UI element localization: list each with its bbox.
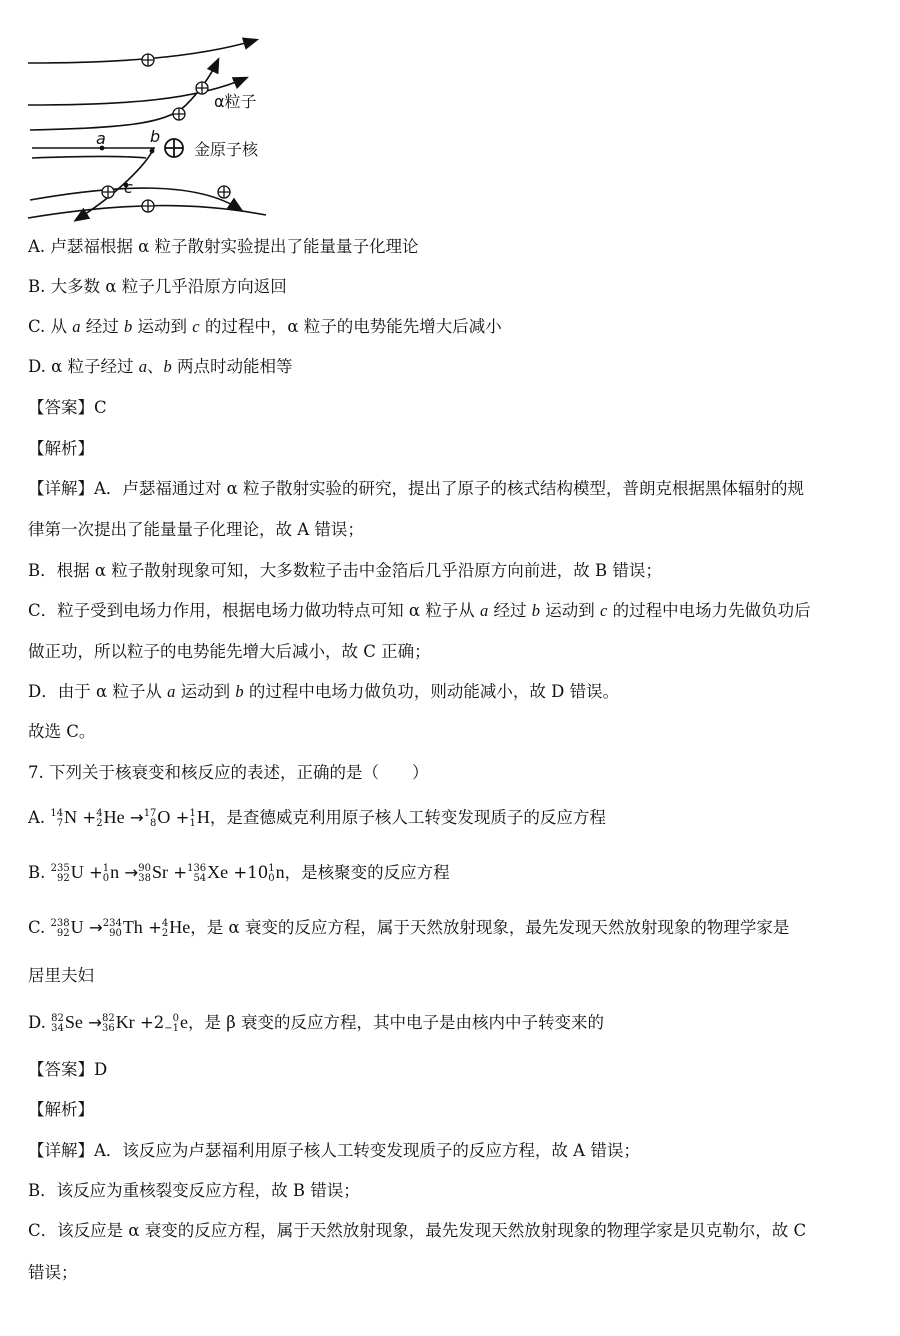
nuclide-mass-charge xyxy=(138,864,151,884)
text: 的过程中电场力做负功，则动能减小，故 D 错误。 xyxy=(243,682,620,701)
nuclide-mass-charge xyxy=(96,809,102,829)
q7-answer: 【答案】D xyxy=(28,1060,108,1079)
mass-number: 238 xyxy=(50,917,70,929)
text: 运动到 xyxy=(540,601,601,620)
var-b: b xyxy=(163,357,172,376)
label-c: c xyxy=(124,178,133,197)
q6-option-d xyxy=(28,356,293,378)
atomic-number: 38 xyxy=(138,872,151,884)
text: 两点时动能相等 xyxy=(171,357,293,376)
mass-number: 136 xyxy=(187,862,207,874)
element-symbol: O xyxy=(157,807,171,827)
mass-number: 4 xyxy=(161,917,169,929)
var-c: c xyxy=(192,317,200,336)
mass-number: 17 xyxy=(143,807,157,819)
operator: +10 xyxy=(233,863,269,882)
element-symbol: He xyxy=(103,807,125,827)
q6-detail-line-5: 做正功，所以粒子的电势能先增大后减小，故 C 正确； xyxy=(28,642,431,661)
text: C．粒子受到电场力作用，根据电场力做功特点可知 α 粒子从 xyxy=(28,601,481,620)
atomic-number: 1 xyxy=(189,817,196,829)
text: C. 从 xyxy=(28,317,73,336)
label-b: b xyxy=(150,127,161,146)
var-a: a xyxy=(167,682,176,701)
q6-option-a: A. 卢瑟福根据 α 粒子散射实验提出了能量量子化理论 xyxy=(28,237,419,256)
element-symbol: N xyxy=(64,807,78,827)
trajectory-5 xyxy=(32,157,146,159)
element-symbol: H xyxy=(196,807,210,827)
q6-detail-line-6 xyxy=(28,681,619,703)
mass-number: 0 xyxy=(172,1012,180,1024)
operator: +2 xyxy=(139,1013,165,1032)
text: 经过 xyxy=(80,317,125,336)
arrow-icon: → xyxy=(88,1013,102,1032)
q7-stem: 7. 下列关于核衰变和核反应的表述，正确的是（ ） xyxy=(28,763,429,782)
q7-detail-line-1: 【详解】A．该反应为卢瑟福利用原子核人工转变发现质子的反应方程，故 A 错误； xyxy=(28,1141,640,1160)
element-symbol: Th xyxy=(122,917,143,937)
mass-number: 14 xyxy=(50,807,64,819)
mass-number: 82 xyxy=(51,1012,64,1024)
atomic-number: 34 xyxy=(51,1022,64,1034)
text: 运动到 xyxy=(132,317,193,336)
option-label: D. xyxy=(28,1013,46,1032)
nuclide-mass-charge xyxy=(102,1014,115,1034)
q7-detail-line-2: B．该反应为重核裂变反应方程，故 B 错误； xyxy=(28,1181,360,1200)
element-symbol: Xe xyxy=(207,862,229,882)
mass-number: 1 xyxy=(102,862,110,874)
q7-detail-line-3: C．该反应是 α 衰变的反应方程，属于天然放射现象，最先发现天然放射现象的物理学家是贝克勒尔，故 C xyxy=(28,1221,807,1240)
text: D．由于 α 粒子从 xyxy=(28,682,168,701)
option-text: ，是查德威克利用原子核人工转变发现质子的反应方程 xyxy=(209,808,606,827)
arrow-icon: → xyxy=(129,808,144,827)
mass-number: 90 xyxy=(138,862,151,874)
nuclide-mass-charge xyxy=(103,919,122,939)
operator: + xyxy=(175,808,190,827)
element-symbol: Se xyxy=(64,1012,83,1032)
element-symbol: n xyxy=(275,862,285,882)
nuclide-mass-charge xyxy=(164,1014,179,1034)
nuclide-mass-charge xyxy=(162,919,168,939)
element-symbol: U xyxy=(70,862,84,882)
q7-detail-line-4: 错误； xyxy=(28,1263,78,1282)
element-symbol: Sr xyxy=(151,862,168,882)
operator: + xyxy=(82,808,97,827)
element-symbol: He xyxy=(169,917,191,937)
nuclide-mass-charge xyxy=(51,1014,64,1034)
atomic-number: 0 xyxy=(102,872,110,884)
var-a: a xyxy=(72,317,81,336)
label-alpha-particle: α粒子 xyxy=(214,92,257,111)
mass-number: 235 xyxy=(50,862,70,874)
nuclide-mass-charge xyxy=(50,809,63,829)
mass-number: 1 xyxy=(268,862,275,874)
operator: + xyxy=(88,863,103,882)
var-a: a xyxy=(138,357,148,376)
q7-option-d xyxy=(28,1011,604,1034)
nuclide-mass-charge xyxy=(144,809,157,829)
element-symbol: U xyxy=(70,917,84,937)
q6-option-b: B. 大多数 α 粒子几乎沿原方向返回 xyxy=(28,277,287,296)
atomic-number: 92 xyxy=(56,927,70,939)
atomic-number: 2 xyxy=(161,927,169,939)
element-symbol: Kr xyxy=(115,1012,135,1032)
atomic-number: 90 xyxy=(109,927,122,939)
nuclide-mass-charge xyxy=(51,919,70,939)
mass-number: 4 xyxy=(96,807,103,819)
text: 、 xyxy=(147,357,164,376)
var-b: b xyxy=(531,601,541,620)
option-text: ，是 α 衰变的反应方程，属于天然放射现象，最先发现天然放射现象的物理学家是 xyxy=(190,918,790,937)
nuclide-mass-charge xyxy=(187,864,206,884)
atomic-number: 8 xyxy=(150,817,157,829)
q6-detail-line-3: B．根据 α 粒子散射现象可知，大多数粒子击中金箔后几乎沿原方向前进，故 B 错误； xyxy=(28,561,662,580)
option-text: ，是核聚变的反应方程 xyxy=(284,863,450,882)
atomic-number: 92 xyxy=(56,872,70,884)
arrow-icon: → xyxy=(124,863,139,882)
q7-option-c-continued: 居里夫妇 xyxy=(28,966,94,985)
text: D. α 粒子经过 xyxy=(28,357,139,376)
var-b: b xyxy=(124,317,133,336)
atomic-number: 7 xyxy=(56,817,64,829)
atomic-number: 36 xyxy=(101,1022,115,1034)
option-label: A. xyxy=(28,808,46,827)
atomic-number: 54 xyxy=(193,872,207,884)
mass-number: 82 xyxy=(101,1012,115,1024)
option-label: C. xyxy=(28,918,46,937)
alpha-scattering-figure xyxy=(26,30,326,255)
q6-detail-line-7: 故选 C。 xyxy=(28,722,96,741)
text: 经过 xyxy=(488,601,532,620)
q7-option-c xyxy=(28,916,789,939)
atomic-number: 2 xyxy=(96,817,103,829)
mass-number: 1 xyxy=(189,807,196,819)
mass-number: 234 xyxy=(102,917,122,929)
nuclide-mass-charge xyxy=(51,864,70,884)
q6-answer: 【答案】C xyxy=(28,398,107,417)
text: 的过程中电场力先做负功后 xyxy=(607,601,811,620)
label-a: a xyxy=(96,129,106,148)
label-gold-nucleus: 金原子核 xyxy=(194,140,259,159)
q7-option-b xyxy=(28,861,450,884)
option-label: B. xyxy=(28,863,46,882)
q7-analysis-label: 【解析】 xyxy=(28,1100,94,1119)
arrow-icon: → xyxy=(88,918,103,937)
q6-detail-line-1: 【详解】A．卢瑟福通过对 α 粒子散射实验的研究，提出了原子的核式结构模型，普朗克根据黑体辐射的规 xyxy=(28,479,805,498)
point-b xyxy=(150,149,155,154)
operator: + xyxy=(173,863,188,882)
element-symbol: n xyxy=(110,862,120,882)
var-c: c xyxy=(600,601,608,620)
element-symbol: e xyxy=(180,1012,189,1032)
nuclide-mass-charge xyxy=(268,864,274,884)
option-text: ，是 β 衰变的反应方程，其中电子是由核内中子转变来的 xyxy=(188,1013,605,1032)
q7-option-a xyxy=(28,806,606,829)
var-b: b xyxy=(235,682,244,701)
operator: + xyxy=(148,918,162,937)
var-a: a xyxy=(480,601,489,620)
text: 运动到 xyxy=(175,682,236,701)
q6-option-c xyxy=(28,316,502,338)
atomic-number: −1 xyxy=(164,1022,180,1034)
nuclide-mass-charge xyxy=(103,864,109,884)
atomic-number: 0 xyxy=(268,872,275,884)
gold-nucleus-icon xyxy=(165,139,183,157)
text: 的过程中，α 粒子的电势能先增大后减小 xyxy=(199,317,502,336)
nuclide-mass-charge xyxy=(190,809,196,829)
q6-detail-line-4 xyxy=(28,600,811,622)
q6-analysis-label: 【解析】 xyxy=(28,439,94,458)
q6-detail-line-2: 律第一次提出了能量量子化理论，故 A 错误； xyxy=(28,520,364,539)
